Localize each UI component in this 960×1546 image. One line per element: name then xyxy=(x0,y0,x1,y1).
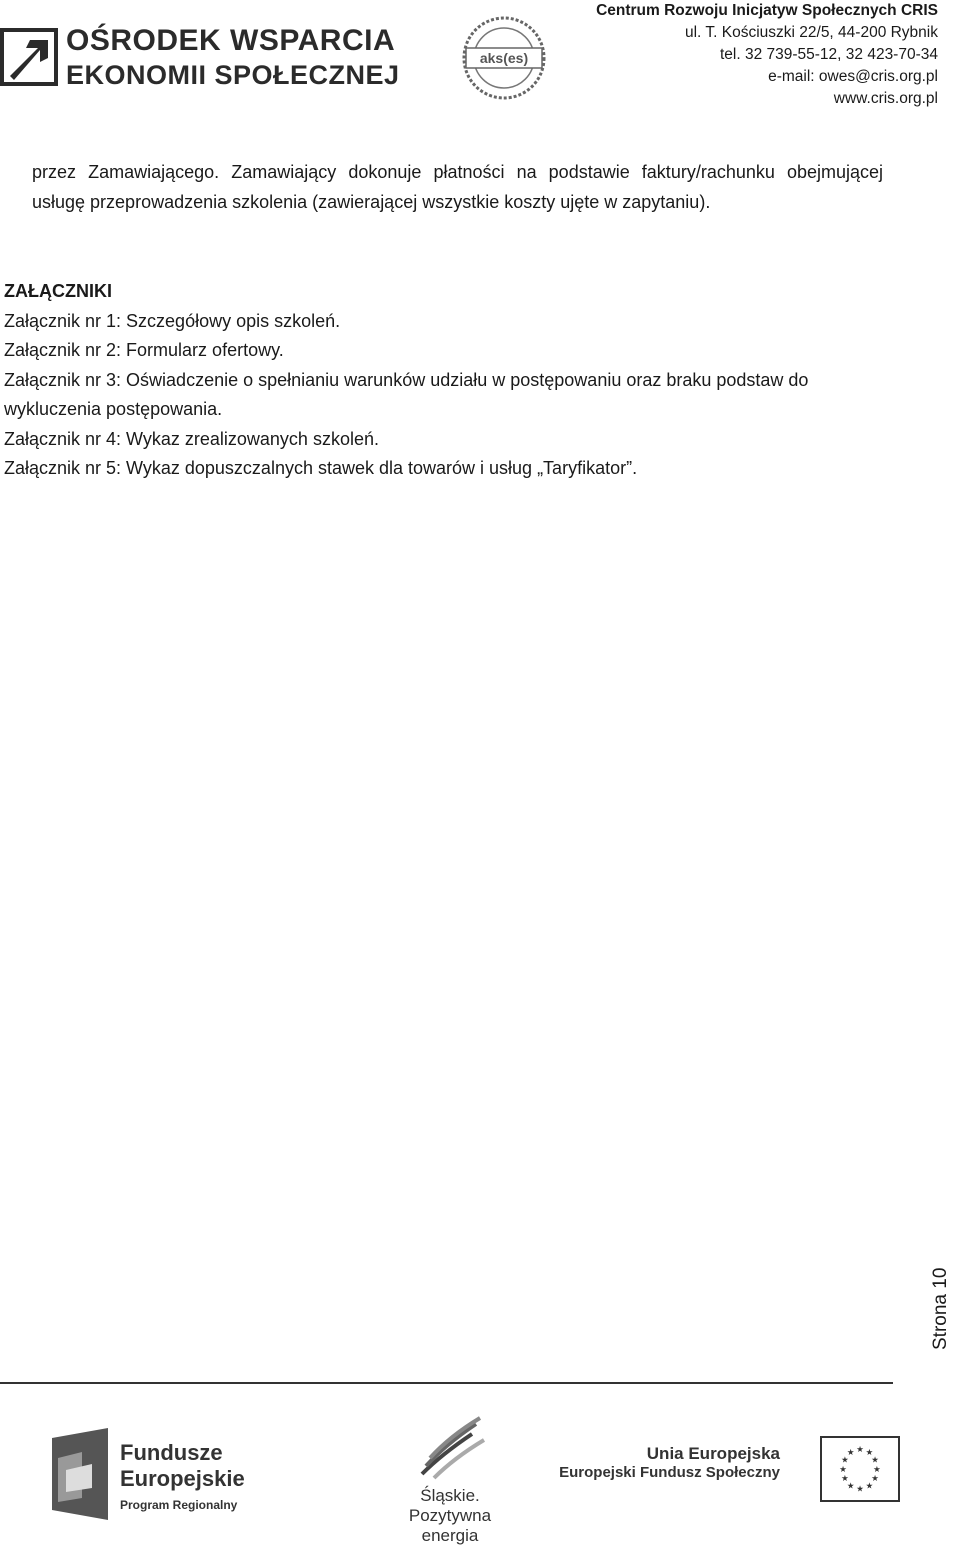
owes-logo xyxy=(0,18,420,98)
footer-divider xyxy=(0,1382,893,1384)
svg-text:★: ★ xyxy=(856,1483,864,1494)
brand-line2: EKONOMII SPOŁECZNEJ xyxy=(66,60,400,90)
contact-email[interactable]: e-mail: owes@cris.org.pl xyxy=(768,68,938,85)
svg-text:★: ★ xyxy=(873,1463,881,1474)
slaskie-line1: Śląskie. xyxy=(420,1486,480,1505)
svg-text:★: ★ xyxy=(839,1463,847,1474)
svg-text:★: ★ xyxy=(846,1446,855,1457)
seal-text: aks(es) xyxy=(479,50,529,66)
fundusze-europejskie-logo xyxy=(52,1428,292,1520)
fe-line1: Fundusze xyxy=(120,1440,223,1465)
svg-text:★: ★ xyxy=(841,1473,849,1484)
eu-line2: Europejski Fundusz Społeczny xyxy=(559,1464,780,1481)
page-number-label: Strona 10 xyxy=(930,1267,951,1350)
fe-flag-icon xyxy=(52,1428,108,1520)
payment-paragraph: przez Zamawiającego. Zamawiający dokonuje płatności na podstawie faktury/rachunku obejmującej usługę przeprowadzenia szkolenia (zawierającej wszystkie koszty ujęte w zapytaniu). xyxy=(32,162,883,212)
attachments-section xyxy=(4,277,904,484)
attachment-item: Załącznik nr 2: Formularz ofertowy. xyxy=(4,340,284,360)
svg-text:★: ★ xyxy=(871,1454,879,1465)
brand-line1: OŚRODEK WSPARCIA xyxy=(66,24,396,57)
fe-line2: Europejskie xyxy=(120,1466,245,1491)
contact-phone: tel. 32 739-55-12, 32 423-70-34 xyxy=(719,46,938,63)
eu-flag-icon xyxy=(820,1436,900,1502)
fe-line3: Program Regionalny xyxy=(120,1498,238,1512)
attachment-item: Załącznik nr 4: Wykaz zrealizowanych szkoleń. xyxy=(4,428,379,449)
attachments-heading: ZAŁĄCZNIKI xyxy=(4,281,112,301)
contact-address: ul. T. Kościuszki 22/5, 44-200 Rybnik xyxy=(684,24,938,41)
svg-text:★: ★ xyxy=(865,1480,874,1491)
eu-line1: Unia Europejska xyxy=(646,1444,780,1463)
contact-block xyxy=(578,0,938,110)
contact-www[interactable]: www.cris.org.pl xyxy=(833,90,938,107)
svg-text:★: ★ xyxy=(856,1444,864,1455)
svg-text:★: ★ xyxy=(841,1454,849,1465)
attachment-item: Załącznik nr 1: Szczegółowy opis szkoleń. xyxy=(4,310,341,331)
attachment-item: Załącznik nr 3: Oświadczenie o spełnianiu warunków udziału w postępowaniu oraz braku podstaw do wykluczenia postępowania. xyxy=(4,369,809,419)
svg-text:★: ★ xyxy=(865,1446,874,1457)
contact-org: Centrum Rozwoju Inicjatyw Społecznych CRIS xyxy=(596,2,938,19)
svg-text:★: ★ xyxy=(846,1480,855,1491)
svg-text:★: ★ xyxy=(871,1473,879,1484)
slaskie-line2: Pozytywna energia xyxy=(408,1506,492,1545)
arrow-logo-icon xyxy=(0,28,58,86)
akses-seal-icon xyxy=(452,14,562,102)
page-number xyxy=(930,1267,960,1450)
slaskie-stripes-icon xyxy=(412,1414,492,1484)
attachment-item: Załącznik nr 5: Wykaz dopuszczalnych stawek dla towarów i usług „Taryfikator”. xyxy=(4,458,638,478)
eu-logo xyxy=(559,1436,900,1506)
slaskie-logo xyxy=(382,1414,532,1545)
